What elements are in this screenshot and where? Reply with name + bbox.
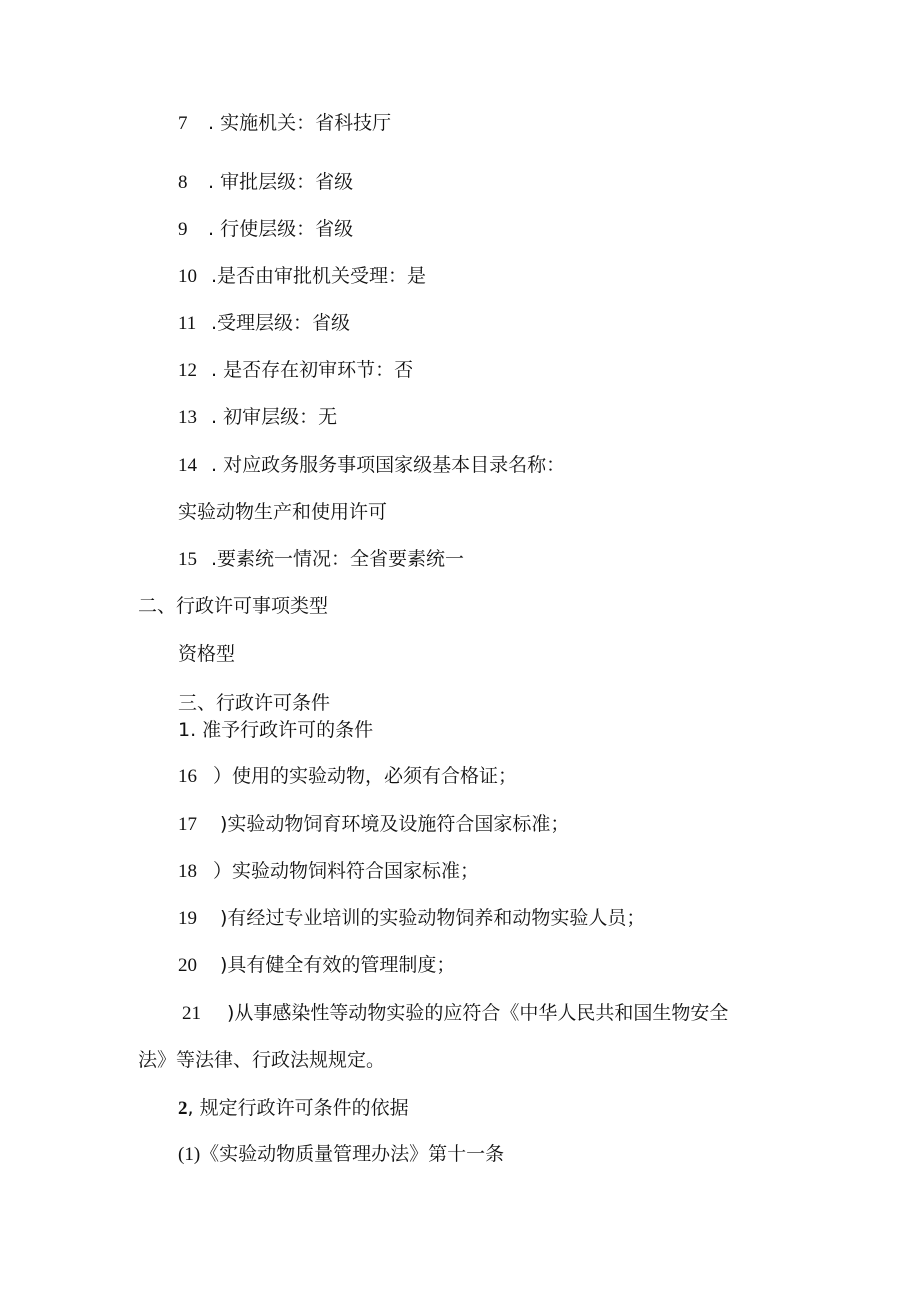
item-number: 14 [178,455,197,476]
item-number: 9 [178,219,188,240]
item-9 [178,216,353,243]
item-number: 18 [178,861,197,882]
item-text: ）实验动物饲料符合国家标准； [213,860,480,882]
item-number: 8 [178,172,188,193]
item-11 [178,310,350,337]
item-number: 7 [178,113,188,134]
item-15 [178,546,464,573]
item-number: 21 [182,1003,201,1024]
item-number: 13 [178,407,197,428]
item-text: . 对应政务服务事项国家级基本目录名称： [211,454,566,476]
condition-21-continuation: 法》等法律、行政法规规定。 [138,1049,386,1071]
item-7 [178,110,391,137]
item-text: )实验动物饲育环境及设施符合国家标准； [220,813,570,835]
section-2-heading: 二、行政许可事项类型 [138,595,329,617]
section-2-value: 资格型 [178,643,236,665]
item-text: )具有健全有效的管理制度； [220,954,456,976]
item-text: , 规定行政许可条件的依据 [187,1097,409,1119]
condition-21 [182,1000,728,1027]
item-text: 实验动物生产和使用许可 [178,501,388,523]
condition-16 [178,763,517,790]
item-number: (1) [178,1144,201,1165]
basis-item-1 [178,1141,504,1168]
item-text: . 是否存在初审环节：否 [211,359,414,381]
item-text: 《实验动物质量管理办法》第十一条 [200,1143,505,1165]
item-number: 17 [178,814,197,835]
condition-20 [178,952,455,979]
item-text: ）使用的实验动物，必须有合格证； [213,765,518,787]
item-text: .受理层级：省级 [211,312,351,334]
item-number: 20 [178,955,197,976]
item-number: 16 [178,766,197,787]
item-number: 19 [178,908,197,929]
condition-17 [178,811,569,838]
item-number: 10 [178,266,197,287]
item-number: 2 [178,1098,188,1119]
item-text: . 初审层级：无 [211,406,338,428]
item-text: )有经过专业培训的实验动物饲养和动物实验人员； [220,907,646,929]
condition-18 [178,858,479,885]
item-10 [178,263,426,290]
item-text: . 行使层级：省级 [208,218,354,240]
condition-19 [178,905,645,932]
item-number: 15 [178,549,197,570]
item-number: 11 [178,313,197,334]
basis-heading [178,1095,409,1122]
item-14 [178,452,565,479]
item-text: )从事感染性等动物实验的应符合《中华人民共和国生物安全 [227,1002,729,1024]
item-8 [178,169,353,196]
item-text: . 实施机关：省科技厅 [208,112,392,134]
item-13 [178,404,337,431]
item-text: .要素统一情况：全省要素统一 [211,548,465,570]
item-text: . 审批层级：省级 [208,171,354,193]
item-14-value [178,499,387,525]
section-3-subheading: 1. 准予行政许可的条件 [178,719,374,741]
item-text: .是否由审批机关受理：是 [211,265,427,287]
section-3-heading: 三、行政许可条件 [178,692,331,714]
item-number: 12 [178,360,197,381]
item-12 [178,357,413,384]
